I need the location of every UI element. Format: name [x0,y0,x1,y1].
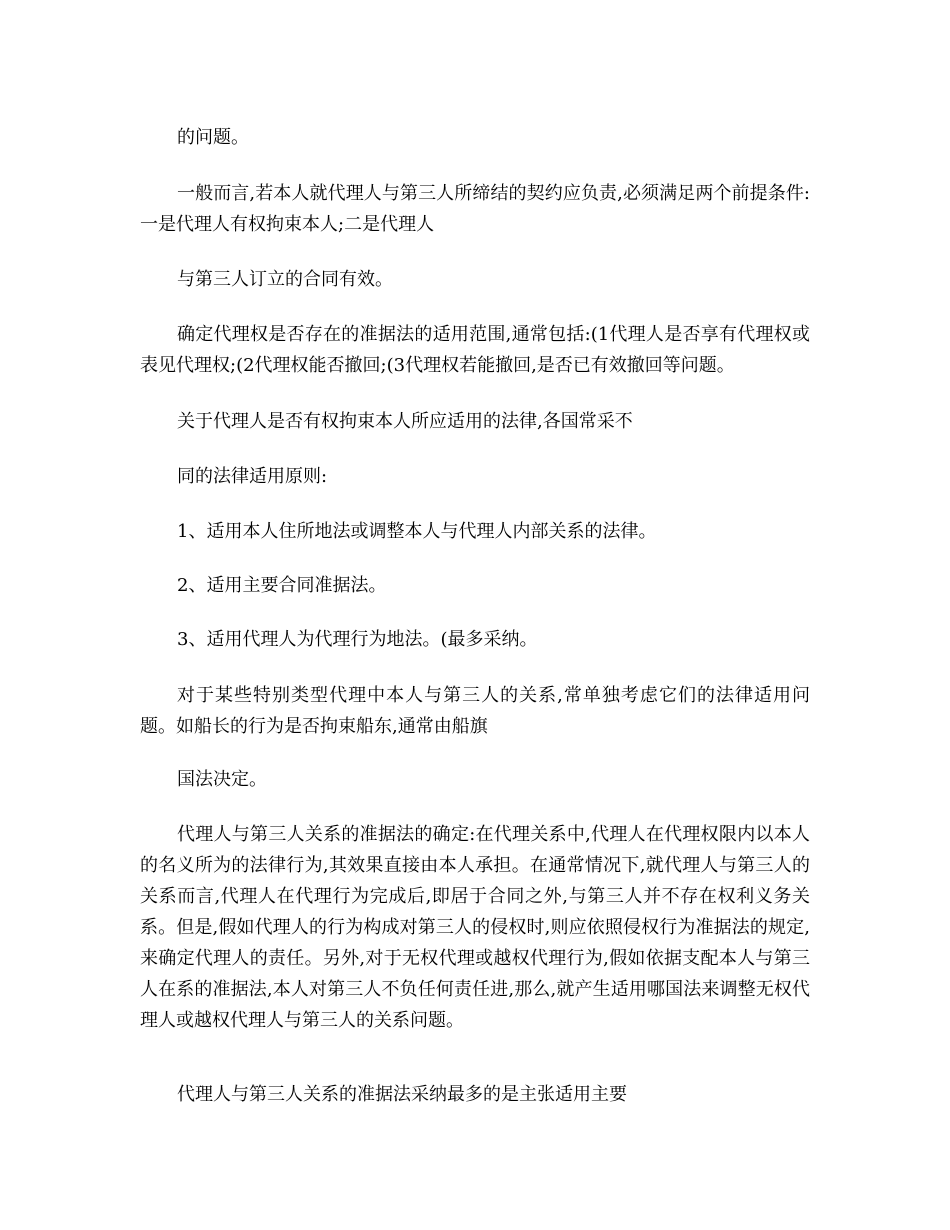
paragraph-12: 代理人与第三人关系的准据法的确定:在代理关系中,代理人在代理权限内以本人的名义所为的法律行为,其效果直接由本人承担。在通常情况下,就代理人与第三人的关系而言,代理人在代理行为完成后,即居于合同之外,与第三人并不存在权利义务关系。但是,假如代理人的行为构成对第三人的侵权时,则应依照侵权行为准据法的规定,来确定代理人的责任。另外,对于无权代理或越权代理行为,假如依据支配本人与第三人在系的准据法,本人对第三人不负任何责任进,那么,就产生适用哪国法来调整无权代理人或越权代理人与第三人的关系问题。 [140,824,810,1031]
paragraph-3: 与第三人订立的合同有效。 [177,269,393,290]
paragraph-8: 2、适用主要合同准据法。 [177,575,387,596]
paragraph-13: 代理人与第三人关系的准据法采纳最多的是主张适用主要 [177,1084,627,1105]
paragraph-7: 1、适用本人住所地法或调整本人与代理人内部关系的法律。 [177,521,657,542]
paragraph-9: 3、适用代理人为代理行为地法。(最多采纳。 [177,629,538,650]
paragraph-4: 确定代理权是否存在的准据法的适用范围,通常包括:(1代理人是否享有代理权或表见代理权;(2代理权能否撤回;(3代理权若能撤回,是否已有效撤回等问题。 [140,324,810,376]
paragraph-1: 的问题。 [177,127,249,148]
paragraph-10: 对于某些特别类型代理中本人与第三人的关系,常单独考虑它们的法律适用问题。如船长的行为是否拘束船东,通常由船旗 [140,685,810,737]
paragraph-5: 关于代理人是否有权拘束本人所应适用的法律,各国常采不 [177,411,633,432]
paragraph-11: 国法决定。 [177,769,267,790]
paragraph-2: 一般而言,若本人就代理人与第三人所缔结的契约应负责,必须满足两个前提条件:一是代理人有权拘束本人;二是代理人 [140,183,810,235]
paragraph-6: 同的法律适用原则: [177,466,328,487]
